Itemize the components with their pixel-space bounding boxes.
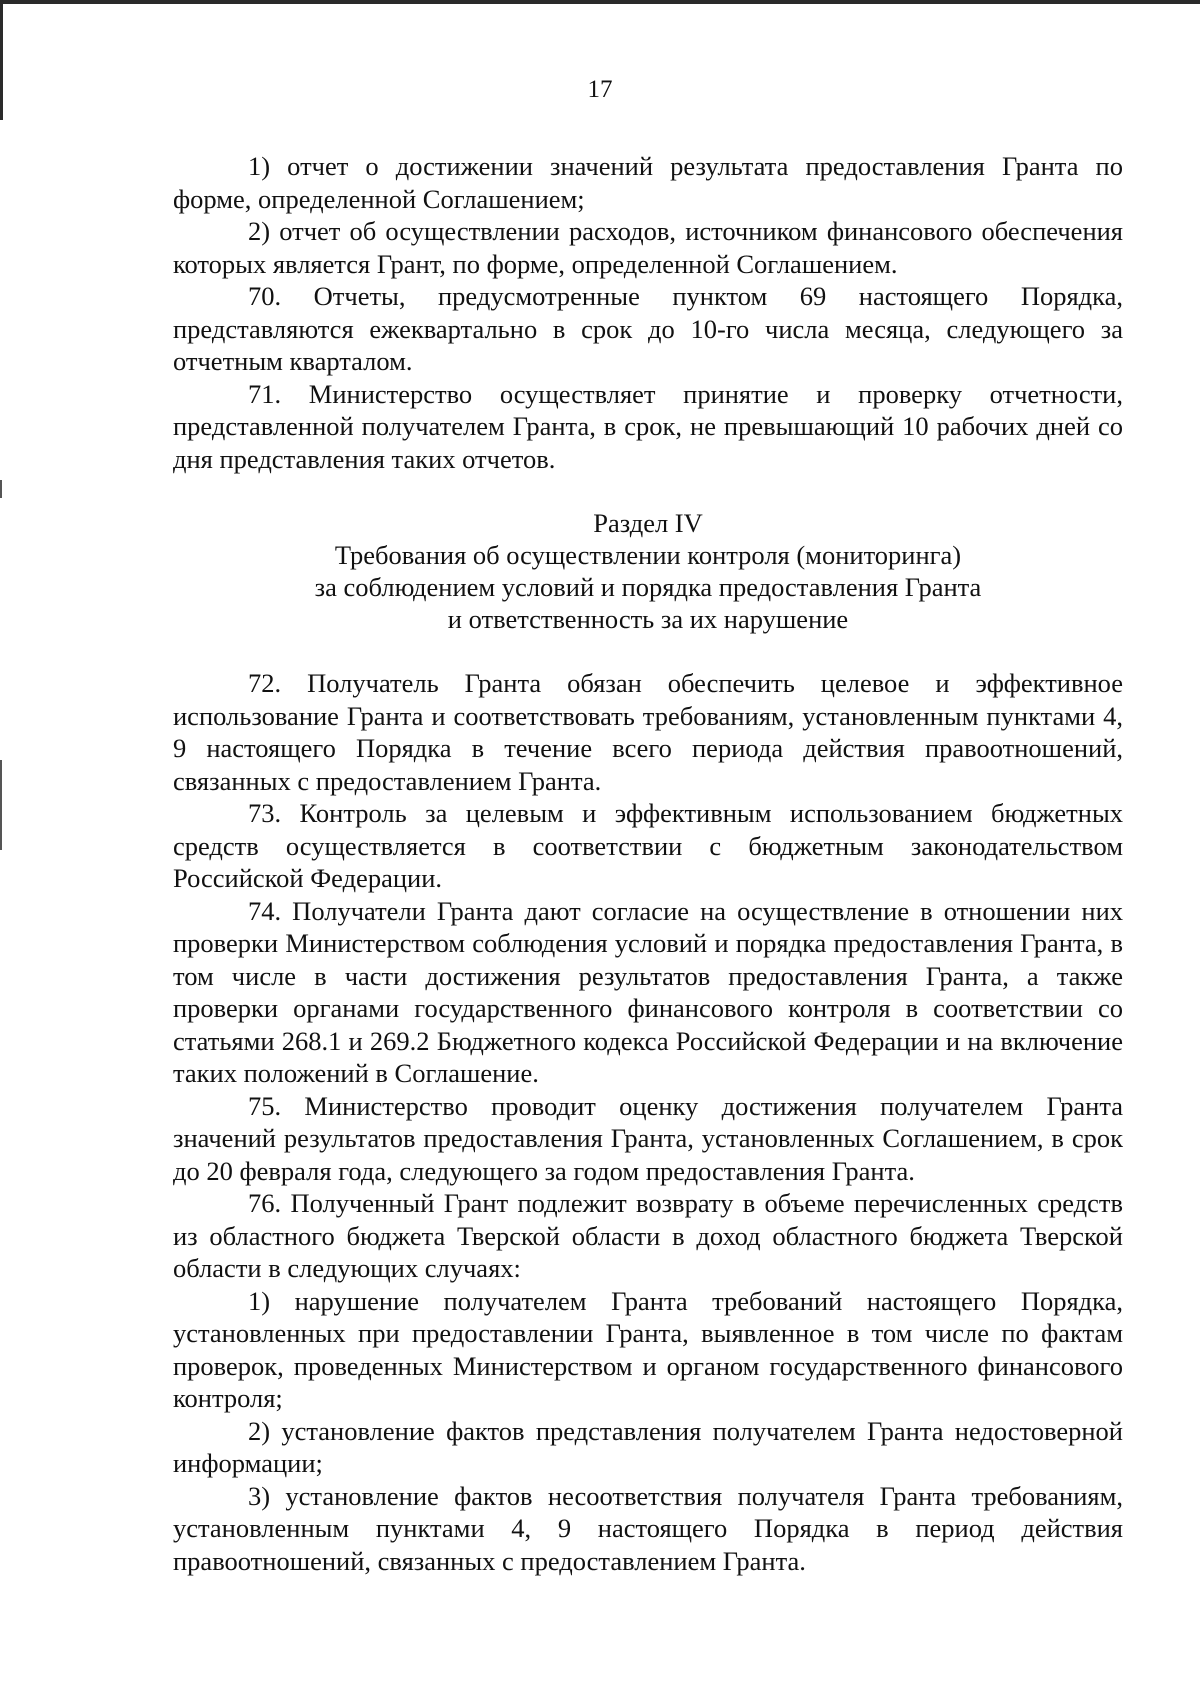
paragraph-71: 71. Министерство осуществляет принятие и проверку отчетности, представленной получателем Гранта, в срок, не превышающий 10 рабочих дней со дня представления таких отчетов. xyxy=(173,378,1123,474)
section-title-line: и ответственность за их нарушение xyxy=(447,604,849,634)
paragraph-70: 70. Отчеты, предусмотренные пунктом 69 настоящего Порядка, представляются ежеквартально в срок до 10-го числа месяца, следующего за отчетным кварталом. xyxy=(173,281,1123,376)
paragraph-76-case-2: 2) установление фактов представления получателем Гранта недостоверной информации; xyxy=(173,1415,1123,1478)
paragraph-75: 75. Министерство проводит оценку достижения получателем Гранта значений результатов предоставления Гранта, установленных Соглашением, в срок до 20 февраля года, следующего за годом предоставления Гранта. xyxy=(173,1090,1123,1186)
paragraph-76-case-3: 3) установление фактов несоответствия получателя Гранта требованиям, установленным пунктами 4, 9 настоящего Порядка в период действия правоотношений, связанных с предоставлением Гранта. xyxy=(173,1480,1123,1576)
paragraph-72: 72. Получатель Гранта обязан обеспечить целевое и эффективное использование Гранта и соответствовать требованиям, установленным пунктами 4, 9 настоящего Порядка в течение всего периода действия правоотношений, связанных с предоставлением Гранта. xyxy=(173,668,1123,796)
paragraph-report-expenses: 2) отчет об осуществлении расходов, источником финансового обеспечения которых является Грант, по форме, определенной Соглашением. xyxy=(173,216,1123,279)
section-label: Раздел IV xyxy=(593,508,703,538)
paragraphs-after-section xyxy=(173,667,1123,1577)
page-number: 17 xyxy=(587,76,613,103)
section-heading xyxy=(173,507,1123,635)
paragraphs-before-section xyxy=(173,150,1123,475)
section-title-line: Требования об осуществлении контроля (мониторинга) xyxy=(334,540,962,570)
paragraph-73: 73. Контроль за целевым и эффективным использованием бюджетных средств осуществляется в соответствии с бюджетным законодательством Российской Федерации. xyxy=(173,798,1123,893)
paragraph-74: 74. Получатели Гранта дают согласие на осуществление в отношении них проверки Министерством соблюдения условий и порядка предоставления Гранта, в том числе в части достижения результатов предоставления Гранта, а также проверки органами государственного финансового контроля в соответствии со статьями 268.1 и 269.2 Бюджетного кодекса Российской Федерации и на включение таких положений в Соглашение. xyxy=(173,895,1123,1088)
paragraph-report-results: 1) отчет о достижении значений результата предоставления Гранта по форме, определенной Соглашением; xyxy=(173,151,1123,214)
scan-mark xyxy=(0,760,2,850)
paragraph-76: 76. Полученный Грант подлежит возврату в объеме перечисленных средств из областного бюджета Тверской области в доход областного бюджета Тверской области в следующих случаях: xyxy=(173,1188,1123,1283)
scan-mark xyxy=(0,480,2,498)
section-title-line: за соблюдением условий и порядка предоставления Гранта xyxy=(314,572,982,602)
paragraph-76-case-1: 1) нарушение получателем Гранта требований настоящего Порядка, установленных при предоставлении Гранта, выявленное в том числе по фактам проверок, проведенных Министерством и органом государственного финансового контроля; xyxy=(173,1285,1123,1413)
scan-edge-top xyxy=(0,0,1200,4)
